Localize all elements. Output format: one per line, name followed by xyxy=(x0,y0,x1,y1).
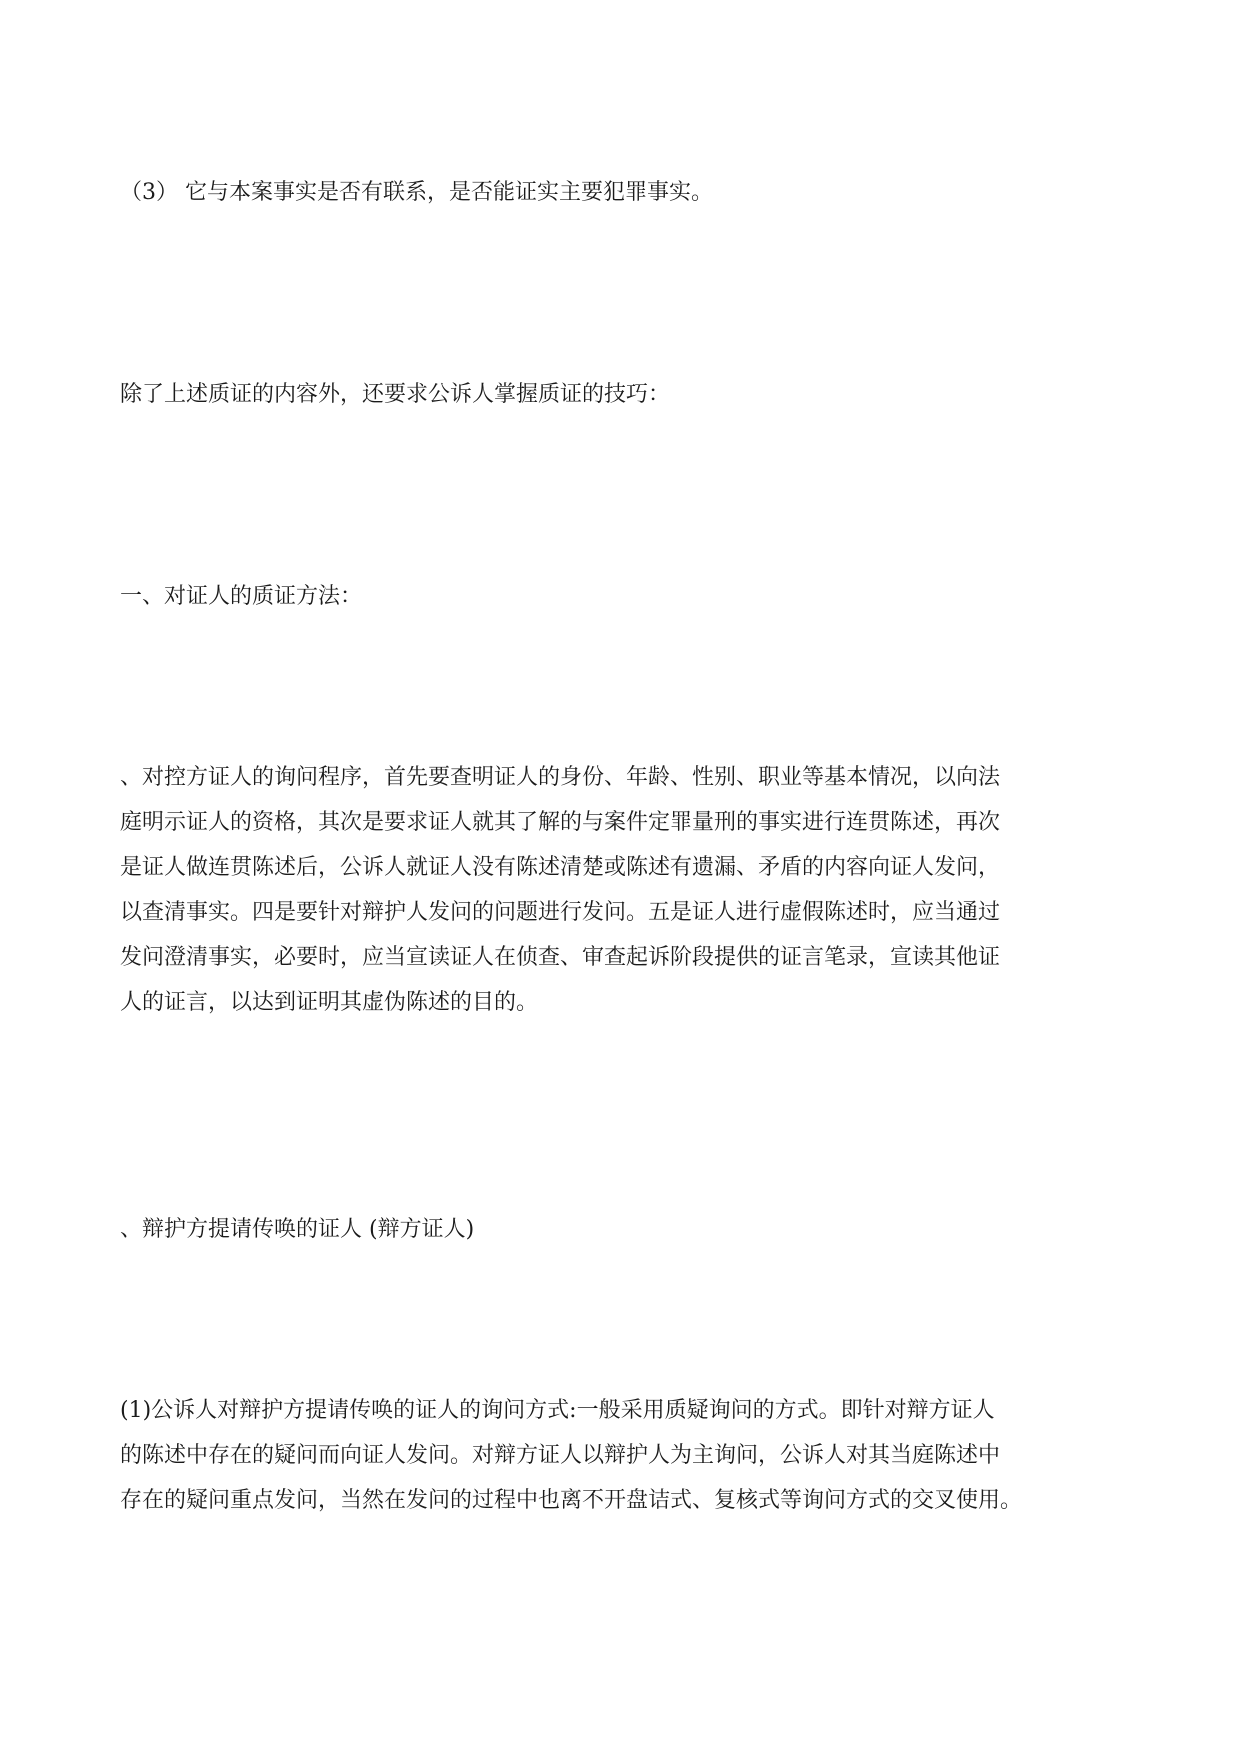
subheading-defense-witness xyxy=(120,1207,1130,1252)
paragraph-defense-witness-questioning xyxy=(120,1388,1130,1523)
text-line: 存在的疑问重点发问，当然在发问的过程中也离不开盘诘式、复核式等询问方式的交叉使用。 xyxy=(120,1488,1023,1513)
text-line: 、对控方证人的询问程序，首先要查明证人的身份、年龄、性别、职业等基本情况，以向法 xyxy=(120,765,1001,790)
section-heading-witness-methods xyxy=(120,574,1130,619)
text-line: 人的证言，以达到证明其虚伪陈述的目的。 xyxy=(120,990,539,1015)
text-line: （3） 它与本案事实是否有联系，是否能证实主要犯罪事实。 xyxy=(120,180,713,205)
text-line: 、辩护方提请传唤的证人 (辩方证人) xyxy=(120,1217,475,1242)
paragraph-techniques-intro xyxy=(120,372,1130,417)
text-line: 一、对证人的质证方法： xyxy=(120,584,363,609)
text-line: 是证人做连贯陈述后，公诉人就证人没有陈述清楚或陈述有遗漏、矛盾的内容向证人发问， xyxy=(120,855,1001,880)
text-line: 庭明示证人的资格，其次是要求证人就其了解的与案件定罪量刑的事实进行连贯陈述，再次 xyxy=(120,810,1001,835)
paragraph-prosecution-witness xyxy=(120,755,1130,1025)
text-line: 发问澄清事实，必要时，应当宣读证人在侦查、审查起诉阶段提供的证言笔录，宣读其他证 xyxy=(120,945,1001,970)
text-line: 以查清事实。四是要针对辩护人发问的问题进行发问。五是证人进行虚假陈述时，应当通过 xyxy=(120,900,1001,925)
paragraph-criterion-3 xyxy=(120,170,1130,215)
text-line: (1)公诉人对辩护方提请传唤的证人的询问方式:一般采用质疑询问的方式。即针对辩方证人 xyxy=(120,1398,995,1423)
text-line: 的陈述中存在的疑问而向证人发问。对辩方证人以辩护人为主询问，公诉人对其当庭陈述中 xyxy=(120,1443,1001,1468)
text-line: 除了上述质证的内容外，还要求公诉人掌握质证的技巧： xyxy=(120,382,671,407)
